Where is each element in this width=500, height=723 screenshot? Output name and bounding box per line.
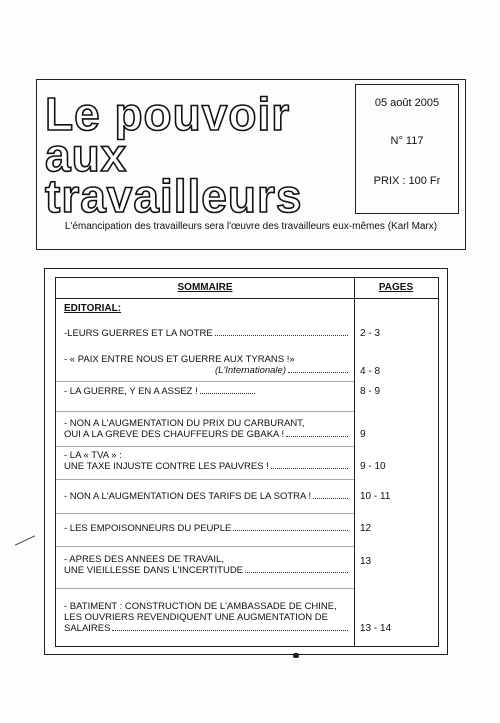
leader-dots xyxy=(313,491,348,499)
title-line-1: Le pouvoir xyxy=(45,88,291,140)
entry-pages: 13 xyxy=(360,556,372,567)
tagline: L'émancipation des travailleurs sera l'œuvre des travailleurs eux-mêmes (Karl Marx) xyxy=(64,221,438,232)
toc-entry[interactable] xyxy=(64,491,350,502)
masthead xyxy=(36,79,466,250)
entry-text: UNE VIEILLESSE DANS L'INCERTITUDE xyxy=(64,565,244,576)
row-separator xyxy=(56,479,354,480)
toc-entry[interactable] xyxy=(64,523,350,534)
entry-pages: 9 xyxy=(360,429,366,440)
issue-price: PRIX : 100 Fr xyxy=(373,175,441,187)
leader-dots xyxy=(112,623,348,631)
leader-dots xyxy=(271,461,348,469)
leader-dots xyxy=(245,565,348,573)
toc-entry[interactable] xyxy=(64,601,350,634)
scan-mark xyxy=(15,535,35,545)
entry-pages: 8 - 9 xyxy=(360,386,381,397)
entry-text: -LEURS GUERRES ET LA NOTRE xyxy=(64,328,213,339)
leader-dots xyxy=(200,386,255,394)
toc-header xyxy=(56,278,438,299)
row-separator xyxy=(56,588,354,589)
entry-text: SALAIRES xyxy=(64,623,111,634)
toc-entry[interactable] xyxy=(64,418,350,440)
title-line-3: travailleurs xyxy=(45,170,303,222)
entry-pages: 2 - 3 xyxy=(360,328,381,339)
row-separator xyxy=(56,381,354,382)
entry-text: - LA GUERRE, Y EN A ASSEZ ! xyxy=(64,386,198,397)
entry-text: UNE TAXE INJUSTE CONTRE LES PAUVRES ! xyxy=(64,461,269,472)
entry-pages: 12 xyxy=(360,523,372,534)
header-pages: PAGES xyxy=(378,282,414,293)
entry-text: - APRES DES ANNEES DE TRAVAIL, xyxy=(64,554,224,565)
entry-text: (L'Internationale) xyxy=(215,365,286,376)
entry-pages: 4 - 8 xyxy=(360,366,381,377)
leader-dots xyxy=(233,523,348,531)
leader-dots xyxy=(288,365,348,373)
entry-text: - LA « TVA » : xyxy=(64,450,122,461)
section-label: EDITORIAL: xyxy=(64,303,122,314)
issue-number: N° 117 xyxy=(390,135,424,147)
toc-entry[interactable] xyxy=(64,328,350,339)
entry-text: LES OUVRIERS REVENDIQUENT UNE AUGMENTATION DE xyxy=(64,612,328,623)
issue-info-box xyxy=(355,84,459,214)
entry-pages: 10 - 11 xyxy=(360,491,391,502)
row-separator xyxy=(56,446,354,447)
entry-text: - BATIMENT : CONSTRUCTION DE L'AMBASSADE DE CHINE, xyxy=(64,601,337,612)
title-line-2: aux xyxy=(45,129,128,181)
toc-entry[interactable] xyxy=(64,554,350,576)
row-separator xyxy=(56,546,354,547)
toc-entry[interactable] xyxy=(64,450,350,472)
column-divider xyxy=(354,278,355,646)
table-of-contents xyxy=(44,268,448,655)
toc-entry[interactable] xyxy=(64,354,350,376)
toc-entry[interactable] xyxy=(64,386,350,397)
scan-mark xyxy=(293,653,299,658)
entry-text: - NON A L'AUGMENTATION DU PRIX DU CARBURANT, xyxy=(64,418,305,429)
entry-text: - LES EMPOISONNEURS DU PEUPLE xyxy=(64,523,232,534)
row-separator xyxy=(56,411,354,412)
entry-text: - « PAIX ENTRE NOUS ET GUERRE AUX TYRANS !» xyxy=(64,354,295,365)
toc-inner-frame xyxy=(55,277,439,647)
issue-date: 05 août 2005 xyxy=(374,97,440,109)
entry-text: - NON A L'AUGMENTATION DES TARIFS DE LA SOTRA ! xyxy=(64,491,312,502)
header-sommaire: SOMMAIRE xyxy=(177,282,233,293)
entry-pages: 13 - 14 xyxy=(360,623,392,634)
row-separator xyxy=(56,513,354,514)
leader-dots xyxy=(215,328,348,336)
leader-dots xyxy=(286,429,348,437)
newspaper-title xyxy=(45,88,345,222)
entry-text: OUI A LA GREVE DES CHAUFFEURS DE GBAKA ! xyxy=(64,429,285,440)
entry-pages: 9 - 10 xyxy=(360,461,386,472)
